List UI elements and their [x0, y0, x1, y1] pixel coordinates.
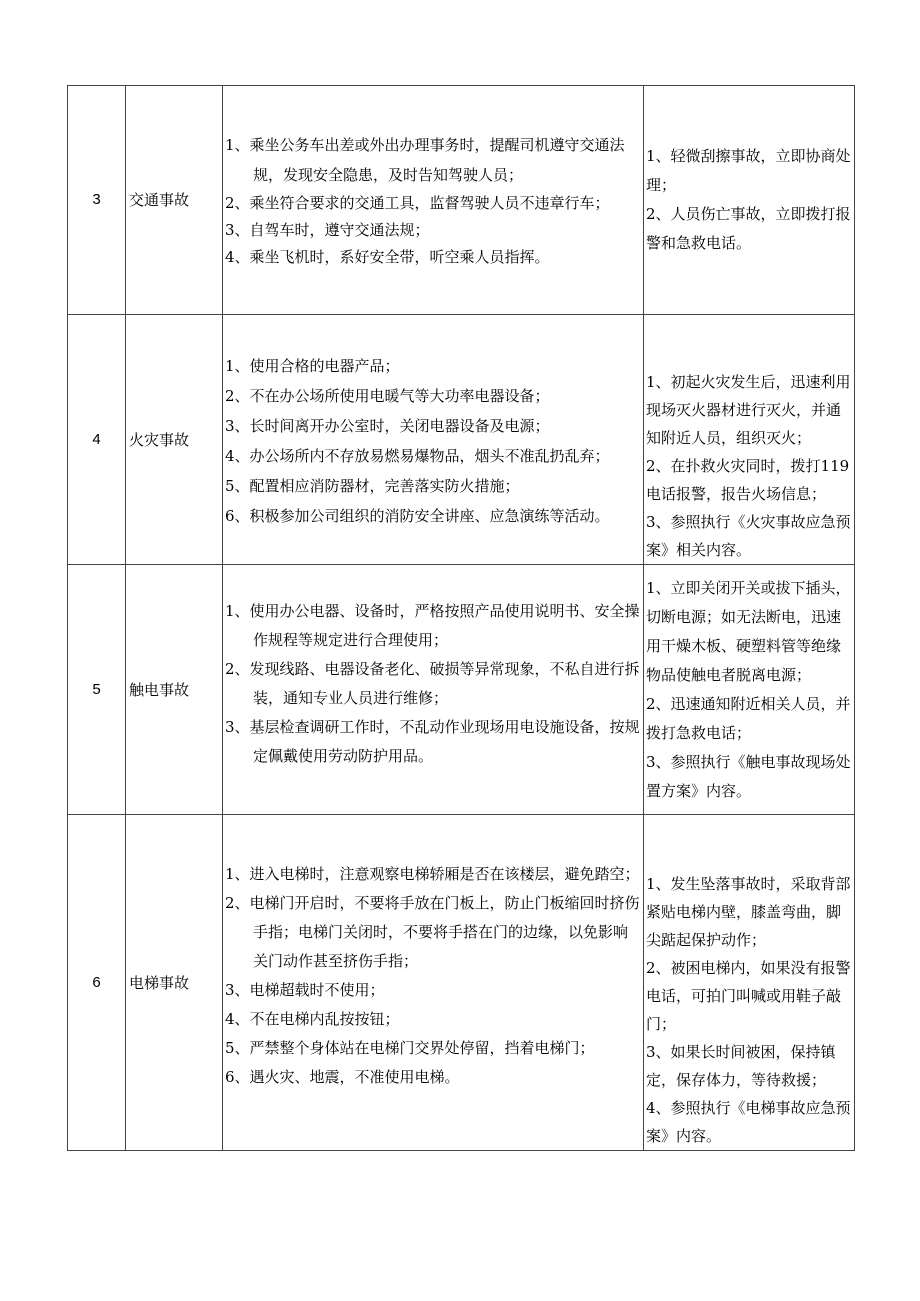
measure-item: 2、发现线路、电器设备老化、破损等异常现象，不私自进行拆装，通知专业人员进行维修； [225, 659, 640, 707]
measure-item: 4、办公场所内不存放易燃易爆物品，烟头不准乱扔乱弃； [225, 446, 610, 465]
measure-item: 3、基层检查调研工作时，不乱动作业现场用电设施设备，按规定佩戴使用劳动防护用品。 [225, 717, 640, 765]
row-number: 3 [68, 86, 126, 315]
emergency-handling [644, 315, 855, 565]
measure-item: 2、不在办公场所使用电暖气等大功率电器设备； [225, 386, 550, 405]
handling-item: 4、参照执行《电梯事故应急预案》内容。 [646, 1099, 851, 1145]
prevention-measures [223, 315, 644, 565]
measure-item: 2、电梯门开启时，不要将手放在门板上，防止门板缩回时挤伤手指；电梯门关闭时，不要将手搭在门的边缘，以免影响关门动作甚至挤伤手指； [225, 893, 640, 970]
emergency-handling [644, 86, 855, 315]
measure-item: 3、自驾车时，遵守交通法规； [225, 220, 430, 239]
table-row [68, 815, 855, 1151]
handling-item: 1、立即关闭开关或拔下插头，切断电源；如无法断电，迅速用干燥木板、硬塑料管等绝缘物品使触电者脱离电源； [646, 578, 851, 684]
handling-item: 1、轻微刮擦事故，立即协商处理； [646, 147, 851, 194]
emergency-handling [644, 815, 855, 1151]
accident-type: 触电事故 [126, 565, 223, 815]
measure-item: 1、使用合格的电器产品； [225, 356, 400, 375]
row-number: 5 [68, 565, 126, 815]
handling-item: 3、参照执行《火灾事故应急预案》相关内容。 [646, 513, 851, 559]
measure-item: 6、遇火灾、地震，不准使用电梯。 [225, 1067, 460, 1086]
measure-item: 3、长时间离开办公室时，关闭电器设备及电源； [225, 416, 550, 435]
table-row [68, 565, 855, 815]
emergency-handling [644, 565, 855, 815]
measure-item: 1、使用办公电器、设备时，严格按照产品使用说明书、安全操作规程等规定进行合理使用； [225, 601, 640, 649]
accident-type: 电梯事故 [126, 815, 223, 1151]
measure-item: 1、进入电梯时，注意观察电梯轿厢是否在该楼层，避免踏空； [225, 864, 640, 883]
handling-item: 2、人员伤亡事故，立即拨打报警和急救电话。 [646, 205, 851, 252]
row-number: 6 [68, 815, 126, 1151]
measure-item: 3、电梯超载时不使用； [225, 980, 385, 999]
measure-item: 6、积极参加公司组织的消防安全讲座、应急演练等活动。 [225, 506, 610, 525]
measure-item: 5、配置相应消防器材，完善落实防火措施； [225, 476, 520, 495]
handling-item: 2、迅速通知附近相关人员，并拨打急救电话； [646, 694, 851, 742]
handling-item: 2、被困电梯内，如果没有报警电话，可拍门叫喊或用鞋子敲门； [646, 959, 851, 1033]
handling-item: 1、初起火灾发生后，迅速利用现场灭火器材进行灭火，并通知附近人员，组织灭火； [646, 373, 851, 447]
safety-measures-table [67, 85, 855, 1151]
prevention-measures [223, 86, 644, 315]
measure-item: 4、不在电梯内乱按按钮； [225, 1009, 400, 1028]
row-number: 4 [68, 315, 126, 565]
measure-item: 4、乘坐飞机时，系好安全带，听空乘人员指挥。 [225, 247, 550, 266]
measure-item: 1、乘坐公务车出差或外出办理事务时，提醒司机遵守交通法规，发现安全隐患，及时告知驾驶人员； [225, 135, 625, 184]
accident-type: 交通事故 [126, 86, 223, 315]
handling-item: 1、发生坠落事故时，采取背部紧贴电梯内壁，膝盖弯曲，脚尖踮起保护动作； [646, 875, 851, 949]
handling-item: 3、如果长时间被困，保持镇定，保存体力，等待救援； [646, 1043, 836, 1089]
prevention-measures [223, 565, 644, 815]
handling-item: 2、在扑救火灾同时，拨打119电话报警，报告火场信息； [646, 457, 850, 503]
handling-item: 3、参照执行《触电事故现场处置方案》内容。 [646, 752, 851, 800]
table-row [68, 315, 855, 565]
measure-item: 2、乘坐符合要求的交通工具，监督驾驶人员不违章行车； [225, 193, 610, 212]
table-row [68, 86, 855, 315]
accident-type: 火灾事故 [126, 315, 223, 565]
prevention-measures [223, 815, 644, 1151]
measure-item: 5、严禁整个身体站在电梯门交界处停留，挡着电梯门； [225, 1038, 595, 1057]
